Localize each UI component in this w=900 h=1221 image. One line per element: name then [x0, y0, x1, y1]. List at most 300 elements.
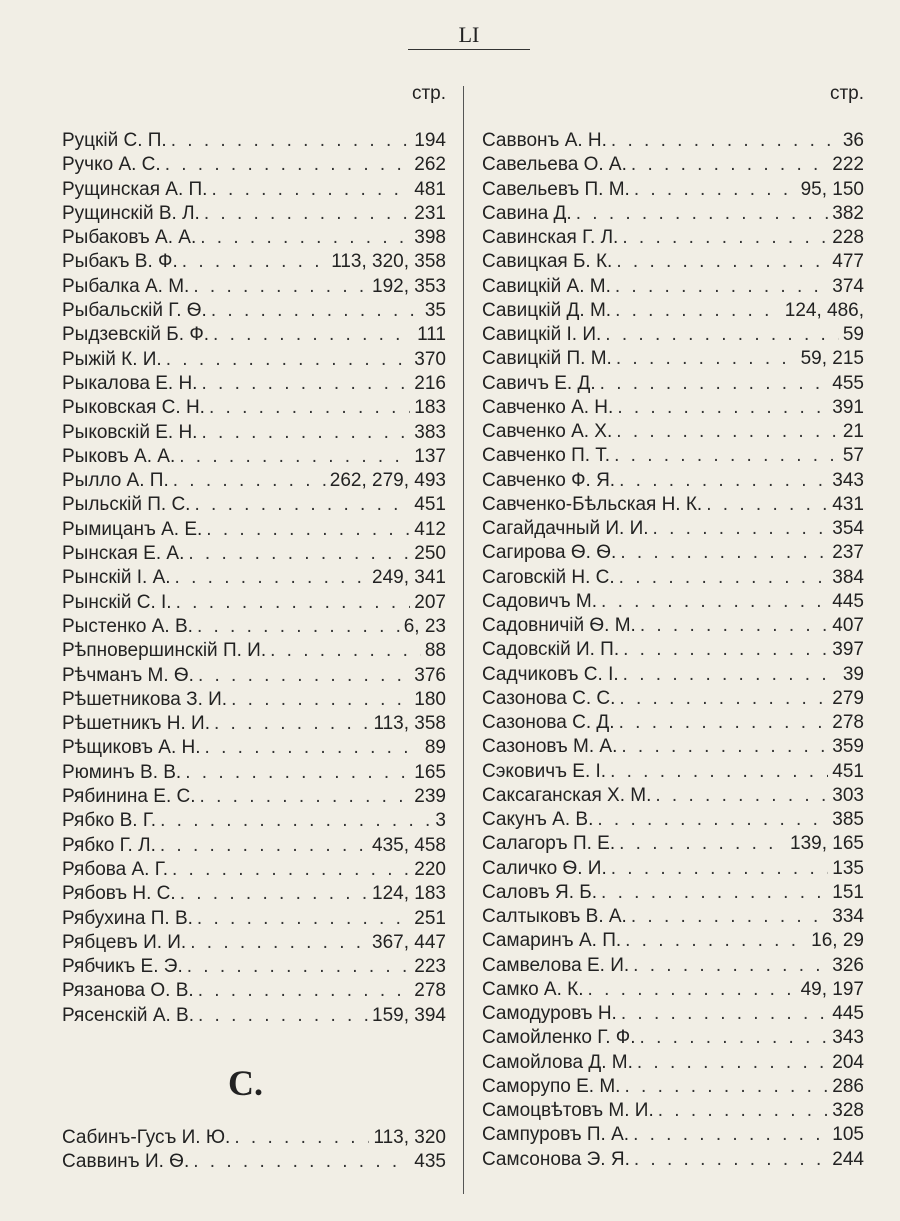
entry-pages: 124, 486, [784, 299, 864, 321]
leader-dots [211, 178, 410, 202]
entry-name: Рябова А. Г. [62, 858, 168, 880]
entry-name: Рѣшетникова З. И. [62, 688, 228, 710]
entry-pages: 385 [832, 809, 864, 830]
entry-pages: 451 [414, 494, 446, 516]
index-entry [482, 638, 864, 662]
leader-dots [633, 954, 828, 978]
left-column-s-section [62, 1126, 446, 1175]
leader-dots [180, 882, 368, 906]
index-entry [482, 444, 864, 468]
leader-dots [601, 590, 828, 614]
index-entry [62, 421, 446, 445]
leader-dots [197, 907, 410, 931]
leader-dots [165, 153, 411, 177]
entry-pages: 59 [842, 324, 864, 345]
leader-dots [616, 250, 828, 274]
entry-pages: 57 [842, 445, 864, 467]
entry-name: Савченко А. Х. [482, 421, 613, 442]
leader-dots [198, 664, 410, 688]
leader-dots [615, 299, 781, 323]
entry-name: Сабинъ-Гусъ И. Ю. [62, 1127, 231, 1148]
index-entry [62, 882, 446, 906]
leader-dots [614, 444, 839, 468]
index-entry [62, 445, 446, 469]
entry-name: Самвелова Е. И. [482, 954, 630, 976]
entry-name: Сампуровъ П. А. [482, 1124, 630, 1146]
leader-dots [619, 566, 829, 590]
leader-dots [633, 1123, 828, 1147]
index-entry [62, 542, 446, 566]
entry-pages: 95, 150 [800, 178, 864, 200]
index-entry [482, 250, 864, 274]
index-entry [62, 323, 446, 347]
leader-dots [176, 591, 411, 615]
entry-pages: 231 [414, 202, 446, 224]
index-entry [482, 493, 864, 517]
index-entry [482, 153, 864, 177]
index-entry [62, 736, 446, 760]
entry-name: Савичъ Е. Д. [482, 372, 596, 394]
leader-dots [201, 372, 410, 396]
entry-name: Рыкалова Е. Н. [62, 372, 198, 394]
index-entry [62, 664, 446, 688]
entry-pages: 244 [832, 1148, 864, 1170]
index-entry [62, 299, 446, 323]
index-entry [482, 347, 864, 371]
entry-pages: 370 [414, 348, 446, 370]
leader-dots [617, 396, 828, 420]
leader-dots [706, 493, 828, 517]
entry-name: Саличко Ѳ. И. [482, 857, 607, 879]
leader-dots [619, 711, 829, 735]
index-entry [482, 1123, 864, 1147]
entry-pages: 220 [414, 858, 446, 880]
index-entry [482, 226, 864, 250]
leader-dots [173, 469, 326, 493]
entry-name: Садовничій Ѳ. М. [482, 615, 636, 636]
index-entry [482, 299, 864, 323]
leader-dots [600, 372, 829, 396]
leader-dots [206, 518, 410, 542]
entry-pages: 354 [832, 518, 864, 539]
entry-pages: 334 [832, 906, 864, 927]
header-rule [408, 49, 530, 50]
leader-dots [182, 250, 327, 274]
entry-pages: 59, 215 [800, 348, 864, 370]
leader-dots [231, 688, 410, 712]
entry-name: Савинская Г. Л. [482, 227, 619, 248]
entry-name: Сагайдачный И. И. [482, 518, 649, 539]
entry-pages: 113, 320, 358 [331, 251, 446, 273]
leader-dots [625, 929, 807, 953]
index-entry [482, 372, 864, 396]
entry-pages: 249, 341 [372, 567, 446, 589]
entry-pages: 251 [414, 907, 446, 929]
leader-dots [172, 858, 410, 882]
leader-dots [160, 809, 431, 833]
leader-dots [655, 784, 828, 808]
index-entry [62, 712, 446, 736]
leader-dots [623, 638, 828, 662]
entry-pages: 407 [832, 615, 864, 636]
entry-name: Рылло А. П. [62, 470, 169, 492]
entry-name: Рѣчманъ М. Ѳ. [62, 664, 194, 686]
leader-dots [619, 832, 786, 856]
index-entry [482, 1075, 864, 1099]
index-entry [482, 590, 864, 614]
entry-name: Савицкій П. М. [482, 348, 612, 370]
entry-pages: 481 [414, 178, 446, 200]
entry-pages: 250 [414, 543, 446, 565]
leader-dots [204, 202, 410, 226]
entry-pages: 359 [832, 736, 864, 758]
entry-pages: 286 [832, 1075, 864, 1097]
entry-pages: 35 [424, 300, 446, 322]
leader-dots [213, 323, 413, 347]
leader-dots [621, 735, 828, 759]
index-entry [482, 275, 864, 299]
leader-dots [611, 129, 839, 153]
leader-dots [175, 566, 368, 590]
leader-dots [640, 614, 828, 638]
entry-name: Рѣпновершинскій П. И. [62, 640, 267, 662]
entry-pages: 278 [414, 980, 446, 1002]
entry-pages: 89 [424, 737, 446, 759]
entry-pages: 88 [424, 640, 446, 662]
entry-pages: 376 [414, 664, 446, 686]
entry-pages: 382 [832, 202, 864, 224]
entry-name: Рыстенко А. В. [62, 615, 193, 637]
entry-name: Рынская Е. А. [62, 543, 185, 565]
entry-name: Сэковичъ Е. І. [482, 760, 607, 782]
entry-name: Садчиковъ С. І. [482, 663, 619, 685]
index-entry [482, 687, 864, 711]
index-entry [482, 517, 864, 541]
entry-name: Самойлова Д. М. [482, 1051, 633, 1073]
entry-name: Руцкій С. П. [62, 130, 167, 151]
entry-name: Савицкій Д. М. [482, 299, 612, 321]
leader-dots [637, 1051, 828, 1075]
index-entry [482, 178, 864, 202]
entry-pages: 204 [832, 1051, 864, 1073]
entry-pages: 262 [414, 154, 446, 176]
leader-dots [205, 736, 421, 760]
entry-pages: 451 [832, 760, 864, 782]
entry-name: Рыльскій П. С. [62, 494, 191, 516]
page-number: LI [458, 22, 480, 47]
entry-name: Рязанова О. В. [62, 980, 194, 1002]
entry-name: Салагоръ П. Е. [482, 833, 616, 855]
leader-dots [624, 1075, 828, 1099]
index-entry [62, 396, 446, 420]
index-entry [482, 566, 864, 590]
entry-pages: 262, 279, 493 [329, 470, 446, 492]
entry-name: Рябухина П. В. [62, 907, 193, 929]
entry-name: Савченко-Бѣльская Н. К. [482, 493, 703, 515]
entry-name: Рябинина Е. С. [62, 786, 196, 808]
leader-dots [214, 712, 369, 736]
entry-pages: 159, 394 [372, 1004, 446, 1026]
entry-name: Саговскій Н. С. [482, 566, 615, 588]
leader-dots [621, 1002, 828, 1026]
index-entry [62, 907, 446, 931]
entry-pages: 113, 320 [373, 1127, 446, 1148]
entry-name: Самсонова Э. Я. [482, 1148, 630, 1170]
index-entry [482, 202, 864, 226]
entry-pages: 124, 183 [372, 883, 446, 905]
entry-name: Савельевъ П. М. [482, 178, 630, 200]
index-entry [482, 541, 864, 565]
entry-name: Савицкая Б. К. [482, 251, 613, 273]
entry-pages: 445 [832, 590, 864, 612]
entry-name: Рябчикъ Е. Э. [62, 956, 183, 978]
leader-dots [211, 299, 421, 323]
leader-dots [198, 1004, 368, 1028]
leader-dots [601, 881, 828, 905]
index-entry [62, 639, 446, 663]
entry-name: Рябцевъ И. И. [62, 931, 187, 953]
index-entry [62, 1004, 446, 1028]
index-entry [482, 614, 864, 638]
entry-name: Саксаганская Х. М. [482, 784, 652, 806]
leader-dots [605, 323, 839, 347]
index-entry [482, 469, 864, 493]
index-entry [482, 857, 864, 881]
index-entry [62, 469, 446, 493]
entry-name: Рѣшетникъ Н. И. [62, 713, 210, 735]
index-entry [62, 275, 446, 299]
leader-dots [179, 445, 410, 469]
entry-name: Рыбальскій Г. Ѳ. [62, 300, 207, 322]
index-entry [482, 929, 864, 953]
entry-pages: 367, 447 [372, 931, 446, 953]
entry-pages: 343 [832, 1027, 864, 1049]
entry-pages: 3 [435, 810, 446, 832]
index-entry [62, 493, 446, 517]
entry-name: Сазонова С. С. [482, 687, 616, 709]
entry-name: Ручко А. С. [62, 154, 161, 176]
entry-name: Рынскій І. А. [62, 567, 171, 589]
entry-name: Рясенскій А. В. [62, 1004, 194, 1026]
index-entry [482, 1051, 864, 1075]
entry-name: Саввонъ А. Н. [482, 130, 607, 151]
leader-dots [616, 420, 839, 444]
entry-name: Рущинская А. П. [62, 178, 208, 200]
entry-name: Самодуровъ Н. [482, 1003, 617, 1024]
entry-pages: 207 [414, 591, 446, 613]
entry-name: Савченко Ф. Я. [482, 469, 616, 491]
index-entry [62, 566, 446, 590]
entry-pages: 237 [832, 542, 864, 564]
entry-pages: 135 [832, 857, 864, 879]
entry-pages: 113, 358 [373, 713, 446, 735]
leader-dots [616, 347, 797, 371]
leader-dots [619, 469, 828, 493]
entry-pages: 6, 23 [403, 615, 446, 637]
entry-pages: 303 [832, 784, 864, 806]
entry-name: Самко А. К. [482, 978, 584, 1000]
index-entry [482, 954, 864, 978]
leader-dots [188, 542, 410, 566]
entry-name: Саввинъ И. Ѳ. [62, 1151, 190, 1173]
entry-pages: 239 [414, 786, 446, 808]
entry-pages: 165 [414, 761, 446, 783]
leader-dots [200, 785, 411, 809]
entry-pages: 435 [414, 1151, 446, 1173]
entry-pages: 222 [832, 154, 864, 176]
leader-dots [194, 493, 410, 517]
leader-dots [615, 275, 828, 299]
entry-name: Садовскій И. П. [482, 639, 620, 661]
leader-dots [201, 421, 410, 445]
entry-pages: 326 [832, 954, 864, 976]
right-column-header: стр. [829, 83, 864, 104]
entry-pages: 139, 165 [790, 833, 864, 855]
index-entry [62, 785, 446, 809]
entry-pages: 279 [832, 687, 864, 709]
entry-name: Саморупо Е. М. [482, 1075, 621, 1097]
index-entry [482, 784, 864, 808]
entry-name: Рябко В. Г. [62, 810, 157, 832]
index-entry [62, 955, 446, 979]
leader-dots [620, 541, 828, 565]
entry-name: Рюминъ В. В. [62, 761, 182, 783]
entry-name: Рябовъ Н. С. [62, 883, 176, 905]
entry-pages: 216 [414, 372, 446, 394]
entry-name: Рыдзевскій Б. Ф. [62, 324, 210, 346]
entry-name: Сакунъ А. В. [482, 809, 594, 830]
entry-pages: 374 [832, 275, 864, 297]
index-entry [482, 760, 864, 784]
index-entry [482, 663, 864, 687]
entry-pages: 397 [832, 639, 864, 661]
entry-name: Рынскій С. І. [62, 591, 172, 613]
leader-dots [631, 153, 828, 177]
entry-name: Савина Д. [482, 202, 572, 224]
leader-dots [270, 639, 421, 663]
entry-name: Самаринъ А. П. [482, 930, 622, 952]
index-entry [62, 153, 446, 177]
entry-name: Рыбакъ В. Ф. [62, 251, 178, 273]
index-entry [62, 1150, 446, 1174]
entry-pages: 180 [414, 688, 446, 710]
entry-pages: 16, 29 [811, 930, 864, 952]
index-entry [62, 250, 446, 274]
index-entry [482, 1002, 864, 1026]
index-entry [62, 202, 446, 226]
index-entry [62, 591, 446, 615]
leader-dots [200, 226, 410, 250]
index-entry [482, 129, 864, 153]
entry-name: Рябко Г. Л. [62, 834, 156, 856]
entry-pages: 445 [832, 1003, 864, 1024]
leader-dots [623, 663, 839, 687]
leader-dots [187, 955, 411, 979]
entry-pages: 328 [832, 1100, 864, 1121]
leader-dots [166, 348, 411, 372]
leader-dots [610, 760, 828, 784]
leader-dots [653, 517, 829, 541]
index-entry [62, 129, 446, 153]
index-entry [482, 1099, 864, 1123]
entry-name: Сагирова Ѳ. Ѳ. [482, 542, 617, 564]
section-letter: С. [228, 1063, 263, 1103]
leader-dots [193, 1150, 410, 1174]
entry-pages: 343 [832, 469, 864, 491]
entry-name: Салтыковъ В. А. [482, 906, 627, 927]
leader-dots [622, 226, 828, 250]
entry-pages: 137 [414, 445, 446, 467]
index-entry [62, 834, 446, 858]
entry-name: Савельева О. А. [482, 154, 627, 176]
index-entry [482, 711, 864, 735]
index-entry [62, 1126, 446, 1150]
entry-name: Рыковскій Е. Н. [62, 421, 198, 443]
entry-pages: 383 [414, 421, 446, 443]
entry-name: Савченко А. Н. [482, 396, 614, 418]
index-entry [62, 348, 446, 372]
leader-dots [597, 808, 828, 832]
index-entry [62, 761, 446, 785]
entry-name: Садовичъ М. [482, 590, 598, 612]
entry-pages: 477 [832, 251, 864, 273]
leader-dots [160, 834, 368, 858]
leader-dots [193, 275, 368, 299]
entry-pages: 431 [832, 493, 864, 515]
entry-pages: 192, 353 [372, 275, 446, 297]
entry-name: Рыковъ А. А. [62, 445, 176, 467]
entry-name: Рѣщиковъ А. Н. [62, 737, 201, 759]
index-entry [482, 323, 864, 347]
leader-dots [658, 1099, 829, 1123]
entry-name: Рыковская С. Н. [62, 397, 205, 419]
left-column [62, 129, 446, 1028]
index-entry [62, 178, 446, 202]
index-entry [482, 808, 864, 832]
entry-name: Савицкій І. И. [482, 324, 602, 345]
entry-pages: 39 [842, 663, 864, 685]
entry-pages: 36 [842, 130, 864, 151]
entry-pages: 435, 458 [372, 834, 446, 856]
entry-pages: 384 [832, 566, 864, 588]
entry-name: Рыбалка А. М. [62, 275, 190, 297]
index-entry [62, 615, 446, 639]
leader-dots [234, 1126, 369, 1150]
entry-name: Рыбаковъ А. А. [62, 227, 197, 249]
index-entry [62, 979, 446, 1003]
leader-dots [171, 129, 411, 153]
entry-name: Самойленко Г. Ф. [482, 1027, 636, 1049]
entry-name: Рыжій К. И. [62, 348, 162, 370]
index-entry [62, 858, 446, 882]
entry-pages: 105 [832, 1124, 864, 1146]
entry-pages: 21 [842, 421, 864, 442]
index-entry [482, 978, 864, 1002]
entry-pages: 228 [832, 227, 864, 248]
leader-dots [198, 979, 411, 1003]
index-entry [482, 396, 864, 420]
index-entry [482, 881, 864, 905]
leader-dots [197, 615, 400, 639]
leader-dots [576, 202, 829, 226]
entry-name: Саловъ Я. Б. [482, 881, 598, 903]
index-entry [62, 931, 446, 955]
entry-pages: 49, 197 [800, 978, 864, 1000]
entry-name: Савченко П. Т. [482, 445, 611, 467]
entry-pages: 455 [832, 372, 864, 394]
index-entry [482, 832, 864, 856]
entry-pages: 183 [414, 397, 446, 419]
